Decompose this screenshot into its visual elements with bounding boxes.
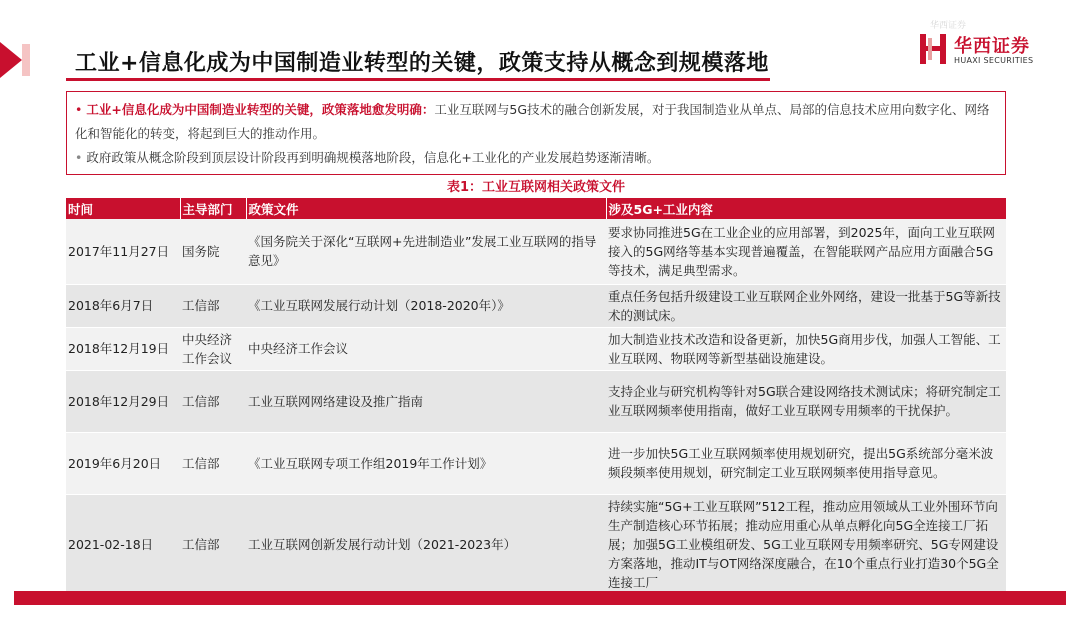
page-title: 工业+信息化成为中国制造业转型的关键，政策支持从概念到规模落地 [75,51,769,76]
cell-doc: 《工业互联网专项工作组2019年工作计划》 [246,432,606,494]
cell-doc: 工业互联网创新发展行动计划（2021-2023年） [246,494,606,594]
table-row [66,284,1006,327]
bullet-icon: • [75,150,83,165]
cell-time: 2018年12月19日 [66,327,180,370]
cell-content: 加大制造业技术改造和设备更新，加快5G商用步伐，加强人工智能、工业互联网、物联网等新型基础设施建设。 [606,327,1006,370]
title-corner-accent [0,42,22,78]
summary-bullet-1-text: 工业互联网与5G技术的融合创新发展，对于我国制造业从单点、局部的信息技术应用向数字化、网络化和智能化的转变，将起到巨大的推动作用。 [75,102,990,141]
cell-dept: 国务院 [180,219,246,284]
cell-doc: 中央经济工作会议 [246,327,606,370]
title-underline [66,78,770,81]
cell-dept: 工信部 [180,432,246,494]
cell-doc: 《工业互联网发展行动计划（2018-2020年）》 [246,284,606,327]
table-header-row [66,198,1006,219]
bullet-icon: • [75,102,83,117]
cell-time: 2019年6月20日 [66,432,180,494]
cell-dept: 工信部 [180,370,246,432]
header-content: 涉及5G+工业内容 [606,198,1006,219]
logo-name-cn: 华西证券 [954,36,1030,57]
footer-bar [14,591,1066,605]
header-dept: 主导部门 [180,198,246,219]
policy-table [66,198,1007,595]
huaxi-logo-icon [918,32,948,66]
header-time: 时间 [66,198,180,219]
cell-content: 支持企业与研究机构等针对5G联合建设网络技术测试床；将研究制定工业互联网频率使用指南，做好工业互联网专用频率的干扰保护。 [606,370,1006,432]
cell-content: 重点任务包括升级建设工业互联网企业外网络，建设一批基于5G等新技术的测试床。 [606,284,1006,327]
header-doc: 政策文件 [246,198,606,219]
cell-dept: 工信部 [180,494,246,594]
cell-doc: 《国务院关于深化“互联网+先进制造业”发展工业互联网的指导意见》 [246,219,606,284]
logo-name-en: HUAXI SECURITIES [954,56,1034,65]
table-row [66,494,1006,594]
cell-content: 持续实施“5G+工业互联网”512工程，推动应用领域从工业外围环节向生产制造核心环节拓展；推动应用重心从单点孵化向5G全连接工厂拓展；加强5G工业模组研发、5G工业互联网专用频率研究、5G专网建设方案落地，推动IT与OT网络深度融合，在10个重点行业打造30个5G全连接工厂 [606,494,1006,594]
cell-dept: 中央经济工作会议 [180,327,246,370]
cell-content: 要求协同推进5G在工业企业的应用部署，到2025年，面向工业互联网接入的5G网络等基本实现普遍覆盖，在智能联网产品应用方面融合5G等技术，满足典型需求。 [606,219,1006,284]
summary-bullet-2-text: 政府政策从概念阶段到顶层设计阶段再到明确规模落地阶段，信息化+工业化的产业发展趋势逐渐清晰。 [86,150,660,165]
table-row [66,327,1006,370]
summary-bullet-1-highlight: 工业+信息化成为中国制造业转型的关键，政策落地愈发明确： [86,102,435,117]
company-logo [918,30,1058,70]
title-corner-accent-light [22,44,30,76]
cell-time: 2018年12月29日 [66,370,180,432]
logo-watermark: 华西证券 [930,21,967,31]
cell-dept: 工信部 [180,284,246,327]
table-row [66,432,1006,494]
cell-content: 进一步加快5G工业互联网频率使用规划研究，提出5G系统部分毫米波频段频率使用规划，研究制定工业互联网频率使用指导意见。 [606,432,1006,494]
summary-box [66,91,1006,175]
table-row [66,370,1006,432]
summary-bullet-2 [75,146,995,170]
table-row [66,219,1006,284]
cell-doc: 工业互联网网络建设及推广指南 [246,370,606,432]
cell-time: 2017年11月27日 [66,219,180,284]
table-caption: 表1：工业互联网相关政策文件 [446,180,626,195]
cell-time: 2021-02-18日 [66,494,180,594]
cell-time: 2018年6月7日 [66,284,180,327]
summary-bullet-1 [75,98,995,146]
